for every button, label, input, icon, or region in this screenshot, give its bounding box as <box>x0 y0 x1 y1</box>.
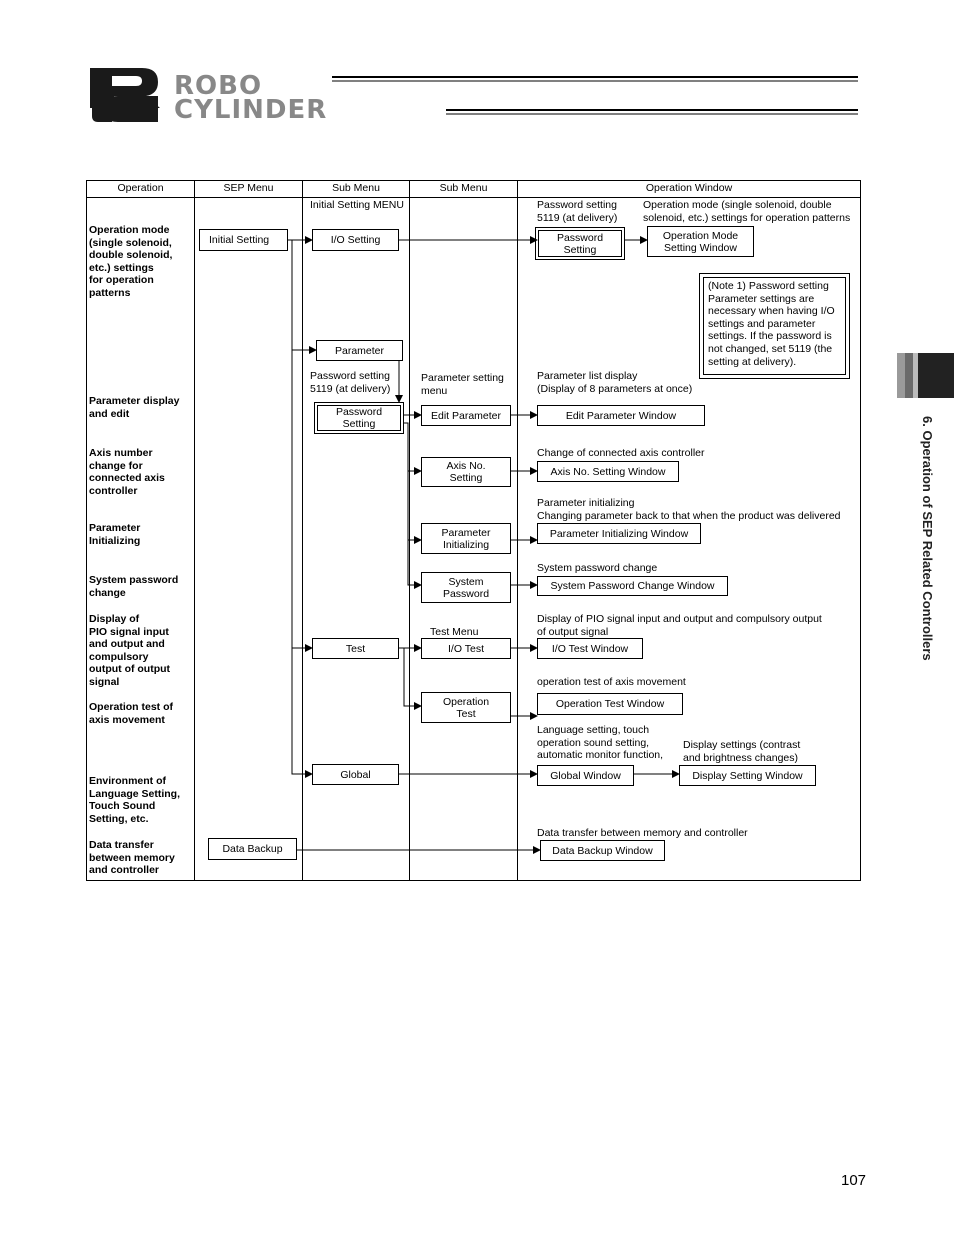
edit-parameter-window-box[interactable]: Edit Parameter Window <box>537 405 705 426</box>
parameter-initializing-description: Parameter Initializing <box>89 522 141 547</box>
test-box[interactable]: Test <box>312 638 399 659</box>
operation-test-caption: operation test of axis movement <box>537 676 686 688</box>
io-test-box[interactable]: I/O Test <box>421 638 511 659</box>
col-header-operation-window: Operation Window <box>645 182 733 194</box>
data-backup-caption: Data transfer between memory and controller <box>537 827 748 839</box>
axis-window-caption: Change of connected axis controller <box>537 447 705 459</box>
global-caption: Language setting, touch operation sound setting, automatic monitor function, <box>537 724 664 762</box>
col-header-sub-menu-2: Sub Menu <box>439 182 488 194</box>
io-test-window-box[interactable]: I/O Test Window <box>537 638 643 659</box>
note-1-text: (Note 1) Password setting Parameter settings are necessary when having I/O settings and parameter settings. If the password is not changed, set 5119 (the setting at delivery). <box>703 277 846 375</box>
operation-test-description: Operation test of axis movement <box>89 701 174 726</box>
parameter-setting-menu-caption: Parameter setting menu <box>421 372 504 397</box>
global-box[interactable]: Global <box>312 764 399 785</box>
system-password-description: System password change <box>89 574 179 599</box>
operation-mode-description: Operation mode (single solenoid, double solenoid, etc.) settings for operation patterns <box>89 224 173 299</box>
operation-mode-window-box[interactable]: Operation Mode Setting Window <box>647 226 754 257</box>
display-settings-caption: Display settings (contrast and brightness changes) <box>683 739 801 764</box>
chapter-tab-marker <box>897 353 954 398</box>
global-window-box[interactable]: Global Window <box>537 765 634 786</box>
page-number: 107 <box>841 1172 867 1189</box>
parameter-box[interactable]: Parameter <box>316 340 403 361</box>
password-setting-caption: Password setting 5119 (at delivery) <box>310 370 391 395</box>
note-1-box <box>699 273 850 379</box>
system-password-caption: System password change <box>537 562 658 574</box>
chapter-title: 6. Operation of SEP Related Controllers <box>920 416 935 661</box>
parameter-initializing-window-box[interactable]: Parameter Initializing Window <box>537 523 701 544</box>
display-setting-window-box[interactable]: Display Setting Window <box>679 765 816 786</box>
pio-signal-description: Display of PIO signal input and output and compulsory output of output signal <box>89 613 171 688</box>
system-password-box[interactable]: System Password <box>421 572 511 603</box>
data-backup-box[interactable]: Data Backup <box>208 838 297 860</box>
col-header-operation: Operation <box>117 182 164 194</box>
password-setting-window-box[interactable]: Password Setting <box>538 230 622 257</box>
edit-parameter-box[interactable]: Edit Parameter <box>421 405 511 426</box>
system-password-window-box[interactable]: System Password Change Window <box>537 576 728 596</box>
data-backup-window-box[interactable]: Data Backup Window <box>540 840 665 861</box>
pio-caption: Display of PIO signal input and output and compulsory output of output signal <box>537 613 822 638</box>
axis-no-setting-box[interactable]: Axis No. Setting <box>421 457 511 487</box>
io-setting-box[interactable]: I/O Setting <box>312 229 399 251</box>
operation-test-window-box[interactable]: Operation Test Window <box>537 693 683 715</box>
password-setting-box[interactable]: Password Setting <box>317 405 401 431</box>
initial-setting-box[interactable]: Initial Setting <box>199 229 288 251</box>
logo-line1: ROBO <box>174 71 263 101</box>
col-header-sub-menu-1: Sub Menu <box>332 182 380 194</box>
initial-setting-menu-caption: Initial Setting MENU <box>310 199 404 211</box>
axis-no-setting-window-box[interactable]: Axis No. Setting Window <box>537 461 679 482</box>
parameter-init-caption: Parameter initializing Changing parameter back to that when the product was delivered <box>537 497 841 522</box>
operation-test-box[interactable]: Operation Test <box>421 692 511 723</box>
password-window-caption: Password setting 5119 (at delivery) <box>537 199 618 224</box>
environment-description: Environment of Language Setting, Touch Sound Setting, etc. <box>89 775 181 825</box>
parameter-list-caption: Parameter list display (Display of 8 parameters at once) <box>537 370 693 395</box>
operation-mode-caption: Operation mode (single solenoid, double solenoid, etc.) settings for operation patterns <box>643 199 851 224</box>
axis-number-description: Axis number change for connected axis controller <box>89 447 165 497</box>
data-transfer-description: Data transfer between memory and controller <box>89 839 175 877</box>
parameter-initializing-box[interactable]: Parameter Initializing <box>421 523 511 554</box>
logo-line2: CYLINDER <box>174 95 328 125</box>
col-header-sep-menu: SEP Menu <box>223 182 274 194</box>
parameter-display-description: Parameter display and edit <box>89 395 180 420</box>
test-menu-caption: Test Menu <box>430 626 479 638</box>
